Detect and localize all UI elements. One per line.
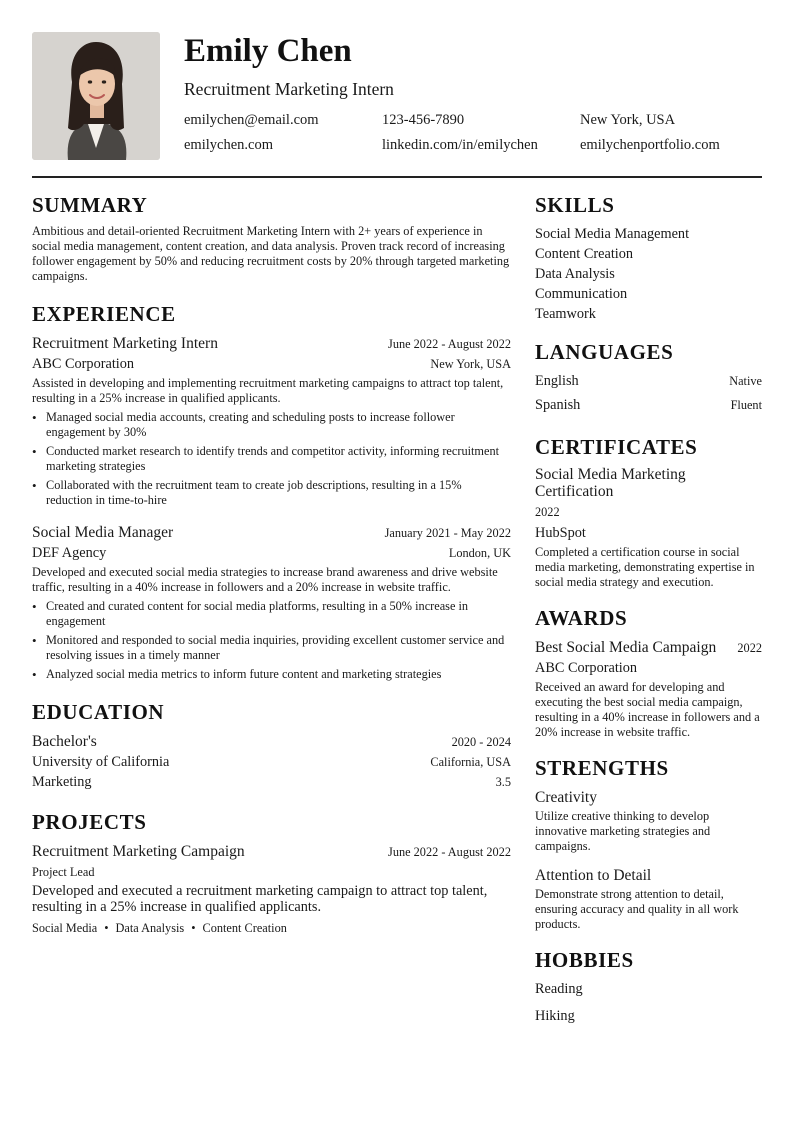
job-description: Assisted in developing and implementing recruitment marketing campaigns to attract top talent, resulting in a 25% increase in qualified applicants. <box>32 376 504 405</box>
project-tag: Content Creation <box>202 921 287 935</box>
profile-photo-illustration <box>32 32 160 160</box>
job-role: Recruitment Marketing Intern <box>32 335 218 352</box>
education-gpa: 3.5 <box>495 775 511 789</box>
section-title-languages: LANGUAGES <box>535 340 674 364</box>
skill-item: Communication <box>535 286 628 302</box>
project-tag: Data Analysis <box>115 921 185 935</box>
candidate-title: Recruitment Marketing Intern <box>184 79 394 99</box>
job-description: Developed and executed social media strategies to increase brand awareness and drive website traffic, resulting in a 40% increase in followers and a 20% increase in website traffic. <box>32 565 498 594</box>
job-location: New York, USA <box>430 357 511 371</box>
skill-item: Data Analysis <box>535 266 615 282</box>
strength-description: Demonstrate strong attention to detail, ensuring accuracy and quality in all work products. <box>535 887 739 931</box>
award-year: 2022 <box>737 641 762 655</box>
section-title-awards: AWARDS <box>535 606 628 630</box>
skill-item: Teamwork <box>535 306 596 322</box>
strength-item <box>535 787 762 854</box>
hobby-item: Hiking <box>535 1008 575 1024</box>
contact-website[interactable]: emilychen.com <box>184 137 273 153</box>
job-company: DEF Agency <box>32 545 107 561</box>
education-school: University of California <box>32 754 170 770</box>
certificate-issuer: HubSpot <box>535 525 586 541</box>
awards-section <box>535 605 762 740</box>
job-bullets <box>32 410 511 508</box>
section-title-experience: EXPERIENCE <box>32 302 176 326</box>
strength-name: Creativity <box>535 789 597 806</box>
section-title-hobbies: HOBBIES <box>535 948 634 972</box>
education-degree: Bachelor's <box>32 733 97 750</box>
job-bullet: • Created and curated content for social media platforms, resulting in a 50% increase in engagement <box>32 599 511 629</box>
contact-list <box>184 109 762 156</box>
skill-item: Social Media Management <box>535 226 690 242</box>
skill-item: Content Creation <box>535 246 634 262</box>
right-column <box>535 192 762 1026</box>
project-tag: Social Media <box>32 921 98 935</box>
summary-text: Ambitious and detail-oriented Recruitment Marketing Intern with 2+ years of experience in social media management, content creation, and data analysis. Proven track record of increasing follower engagement by 50% and reducing recruitment costs by 20% through targeted marketing campaigns. <box>32 224 510 283</box>
strength-name: Attention to Detail <box>535 867 652 884</box>
section-title-summary: SUMMARY <box>32 193 148 217</box>
certificate-year: 2022 <box>535 505 560 519</box>
hobby-item: Reading <box>535 981 583 997</box>
candidate-name: Emily Chen <box>184 33 352 69</box>
summary-section <box>32 192 511 284</box>
experience-item <box>32 522 511 682</box>
header-divider <box>32 176 762 178</box>
award-name: Best Social Media Campaign <box>535 639 717 656</box>
project-dates: June 2022 - August 2022 <box>388 845 511 859</box>
hobbies-section <box>535 947 762 1026</box>
project-role: Project Lead <box>32 865 95 879</box>
resume-header <box>32 32 762 160</box>
job-role: Social Media Manager <box>32 524 174 541</box>
certificate-description: Completed a certification course in social media marketing, demonstrating expertise in social media strategy and execution. <box>535 545 755 589</box>
language-name: English <box>535 373 579 389</box>
job-dates: January 2021 - May 2022 <box>384 526 511 540</box>
section-title-strengths: STRENGTHS <box>535 756 669 780</box>
education-section <box>32 699 511 792</box>
projects-section <box>32 809 511 937</box>
section-title-skills: SKILLS <box>535 193 615 217</box>
experience-item <box>32 333 511 508</box>
certificate-name: Social Media Marketing Certification <box>535 466 686 500</box>
language-name: Spanish <box>535 397 581 413</box>
job-company: ABC Corporation <box>32 356 135 372</box>
project-tags <box>32 919 511 937</box>
section-title-certificates: CERTIFICATES <box>535 435 698 459</box>
contact-linkedin[interactable]: linkedin.com/in/emilychen <box>382 137 538 153</box>
strength-description: Utilize creative thinking to develop innovative marketing strategies and campaigns. <box>535 809 711 853</box>
job-dates: June 2022 - August 2022 <box>388 337 511 351</box>
contact-portfolio[interactable]: emilychenportfolio.com <box>580 137 720 153</box>
education-dates: 2020 - 2024 <box>451 735 511 749</box>
header-info <box>184 32 762 160</box>
skills-section <box>535 192 762 324</box>
job-bullet: • Managed social media accounts, creating and scheduling posts to increase follower engagement by 30% <box>32 410 511 440</box>
education-location: California, USA <box>430 755 511 769</box>
strengths-section <box>535 755 762 932</box>
contact-location: New York, USA <box>580 112 676 128</box>
section-title-education: EDUCATION <box>32 700 165 724</box>
language-level: Fluent <box>730 398 762 412</box>
job-bullet: • Analyzed social media metrics to inform future content and marketing strategies <box>32 667 511 682</box>
left-column <box>32 192 511 937</box>
profile-photo <box>32 32 160 160</box>
language-level: Native <box>729 374 762 388</box>
education-field: Marketing <box>32 774 92 790</box>
languages-section <box>535 339 762 415</box>
job-bullet: • Collaborated with the recruitment team to create job descriptions, resulting in a 15% reduction in time-to-hire <box>32 478 511 508</box>
project-name: Recruitment Marketing Campaign <box>32 843 245 860</box>
contact-phone[interactable]: 123-456-7890 <box>382 112 465 128</box>
experience-section <box>32 301 511 682</box>
job-bullets <box>32 599 511 682</box>
project-description: Developed and executed a recruitment marketing campaign to attract top talent, resulting in a 25% increase in qualified applicants. <box>32 883 488 915</box>
job-bullet: • Monitored and responded to social media inquiries, providing excellent customer service and resolving issues in a timely manner <box>32 633 511 663</box>
job-bullet: • Conducted market research to identify trends and competitor activity, informing recruitment marketing strategies <box>32 444 511 474</box>
award-description: Received an award for developing and executing the best social media campaign, resulting in a 40% increase in followers and a 20% increase in website traffic. <box>535 680 760 739</box>
contact-email[interactable]: emilychen@email.com <box>184 112 319 128</box>
certificates-section <box>535 434 762 590</box>
resume-header-area <box>32 32 762 160</box>
section-title-projects: PROJECTS <box>32 810 147 834</box>
award-issuer: ABC Corporation <box>535 660 638 676</box>
strength-item <box>535 865 762 932</box>
tag-separator: • <box>104 921 109 935</box>
tag-separator: • <box>191 921 196 935</box>
job-location: London, UK <box>448 546 511 560</box>
